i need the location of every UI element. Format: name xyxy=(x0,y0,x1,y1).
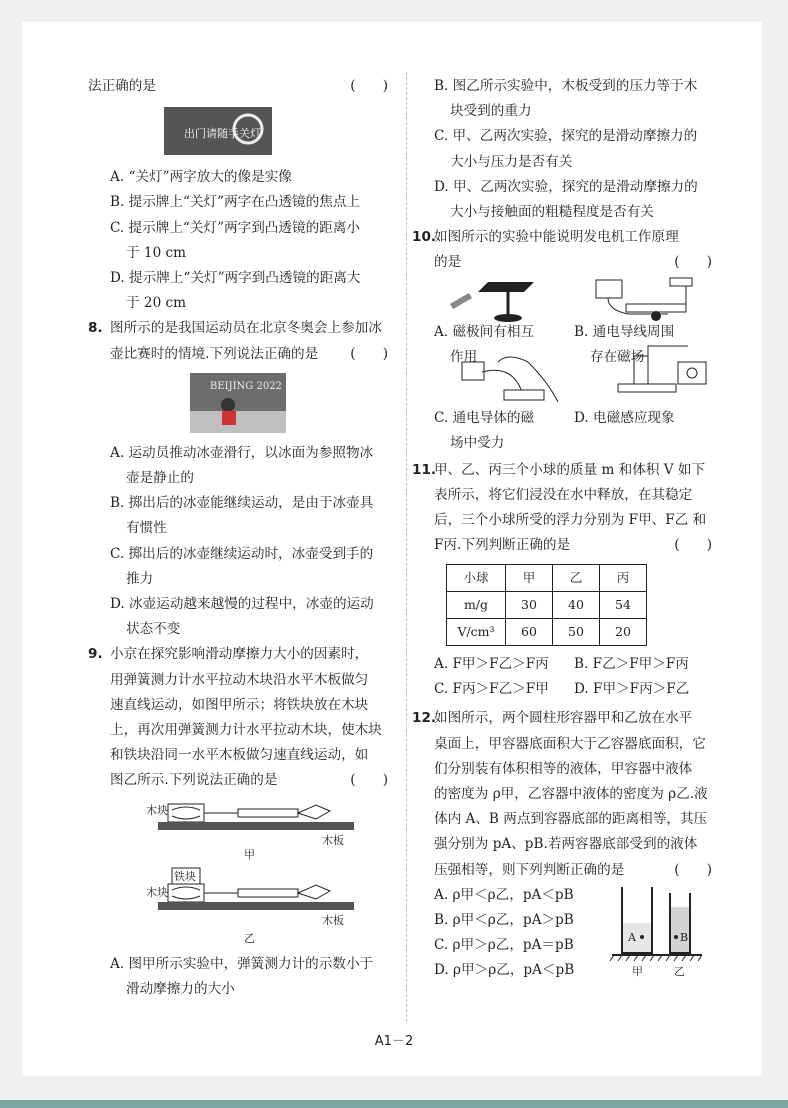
q12-option-a[interactable]: A. ρ甲＜ρ乙，pA＜pB xyxy=(434,886,574,903)
q10-option-a[interactable]: A. 磁极间有相互 xyxy=(434,323,535,340)
q10-stem-2: 的是 xyxy=(434,254,462,271)
q12-option-b[interactable]: B. ρ甲＜ρ乙，pA＞pB xyxy=(434,911,574,928)
table-cell: 30 xyxy=(506,592,553,619)
q8-number: 8. xyxy=(88,320,103,337)
q11-answer-paren: ( ) xyxy=(674,537,712,554)
q9-number: 9. xyxy=(88,646,103,663)
q9-option-c[interactable]: C. 甲、乙两次实验，探究的是滑动摩擦力的 xyxy=(434,128,698,145)
table-cell: 50 xyxy=(553,619,600,646)
q9-stem-5: 和铁块沿同一水平木板做匀速直线运动，如 xyxy=(110,747,369,764)
q11-option-b[interactable]: B. F乙＞F甲＞F丙 xyxy=(574,656,689,673)
exam-page xyxy=(22,22,762,1076)
q11-option-d[interactable]: D. F甲＞F丙＞F乙 xyxy=(574,681,690,698)
containers-figure xyxy=(608,883,708,983)
q9-option-d[interactable]: D. 甲、乙两次实验，探究的是滑动摩擦力的 xyxy=(434,178,698,195)
q9-option-b-cont: 块受到的重力 xyxy=(450,103,532,120)
q10-option-c[interactable]: C. 通电导体的磁 xyxy=(434,409,535,426)
board-yi xyxy=(158,902,354,910)
fig-jia-caption: 甲 xyxy=(244,847,255,861)
q10-number: 10. xyxy=(412,229,437,246)
q10-answer-paren: ( ) xyxy=(674,254,712,271)
fig-yi-caption: 乙 xyxy=(244,931,255,945)
q8-option-b[interactable]: B. 掷出后的冰壶能继续运动，是由于冰壶具 xyxy=(110,495,374,512)
q12-stem-3: 们分别装有体积相等的液体，甲容器中液体 xyxy=(434,760,693,777)
table-cell: V/cm³ xyxy=(447,619,506,646)
q8-option-a[interactable]: A. 运动员推动冰壶滑行，以冰面为参照物冰 xyxy=(110,444,374,461)
horseshoe-magnet-icon xyxy=(504,390,544,400)
friction-experiment-figure xyxy=(88,798,388,948)
table-cell: 乙 xyxy=(553,565,600,592)
q8-option-b-cont: 有惯性 xyxy=(126,520,167,537)
fig-yi-board-label: 木板 xyxy=(322,913,344,927)
bottom-bar xyxy=(0,1100,788,1108)
q12-stem-7: 压强相等，则下列判断正确的是 xyxy=(434,861,625,878)
table-cell: 54 xyxy=(600,592,647,619)
q11-option-a[interactable]: A. F甲＞F乙＞F丙 xyxy=(434,656,549,673)
q9-stem-2: 用弹簧测力计水平拉动木块沿水平木板做匀 xyxy=(110,671,369,688)
q9-option-d-cont: 大小与接触面的粗糙程度是否有关 xyxy=(450,204,654,221)
q7-option-d[interactable]: D. 提示牌上“关灯”两字到凸透镜的距离大 xyxy=(110,270,361,287)
table-cell: m/g xyxy=(447,592,506,619)
q9-option-c-cont: 大小与压力是否有关 xyxy=(450,153,573,170)
left-column xyxy=(88,74,388,1002)
q10-option-b[interactable]: B. 通电导线周围 xyxy=(574,323,675,340)
table-row xyxy=(447,619,647,646)
q9-stem-4: 上，再次用弹簧测力计水平拉动木块，使木块 xyxy=(110,722,382,739)
point-a-label: A xyxy=(628,930,636,944)
q12-option-d[interactable]: D. ρ甲＞ρ乙，pA＜pB xyxy=(434,961,575,978)
curling-photo-text: BEIJING 2022 xyxy=(210,380,282,392)
q11-stem-1: 甲、乙、丙三个小球的质量 m 和体积 V 如下 xyxy=(434,461,706,478)
q10-option-a-cont: 作用 xyxy=(450,348,478,365)
q9-answer-paren: ( ) xyxy=(350,772,388,789)
table-header-row xyxy=(447,565,647,592)
table-cell: 60 xyxy=(506,619,553,646)
spring-scale-yi xyxy=(238,889,298,897)
table-cell: 小球 xyxy=(447,565,506,592)
q11-data-table xyxy=(446,564,647,646)
q9-option-a-cont: 滑动摩擦力的大小 xyxy=(126,980,235,997)
q8-stem-1: 图所示的是我国运动员在北京冬奥会上参加冰 xyxy=(110,320,382,337)
wire-stand-icon xyxy=(626,304,686,312)
q9-option-b[interactable]: B. 图乙所示实验中，木板受到的压力等于木 xyxy=(434,78,698,94)
q7-answer-paren: ( ) xyxy=(350,78,388,94)
q10-option-d[interactable]: D. 电磁感应现象 xyxy=(574,409,675,426)
q12-option-c[interactable]: C. ρ甲＞ρ乙，pA＝pB xyxy=(434,936,574,953)
table-cell: 甲 xyxy=(506,565,553,592)
q9-stem-1: 小京在探究影响滑动摩擦力大小的因素时， xyxy=(110,646,369,663)
q7-option-c-cont: 于 10 cm xyxy=(126,244,187,261)
battery-icon xyxy=(596,280,622,298)
q11-number: 11. xyxy=(412,461,437,478)
q12-stem-2: 桌面上，甲容器底面积大于乙容器底面积，它 xyxy=(434,735,706,752)
fig-yi-block-label: 木块 xyxy=(146,885,168,899)
table-cell: 丙 xyxy=(600,565,647,592)
hand-jia xyxy=(298,805,330,819)
q8-answer-paren: ( ) xyxy=(350,345,388,362)
q7-tail: 法正确的是 xyxy=(88,78,156,94)
container-jia-label: 甲 xyxy=(632,964,643,978)
q11-stem-2: 表所示，将它们浸没在水中释放，在其稳定 xyxy=(434,486,693,503)
q9-option-a[interactable]: A. 图甲所示实验中，弹簧测力计的示数小于 xyxy=(110,955,374,972)
q11-options xyxy=(412,652,712,702)
hand-yi xyxy=(298,885,330,899)
q7-option-c[interactable]: C. 提示牌上“关灯”两字到凸透镜的距离小 xyxy=(110,219,360,236)
magnifier-sign-figure xyxy=(88,103,388,161)
fig-yi-iron-label: 铁块 xyxy=(174,869,196,883)
q12-stem-6: 强分别为 pA、pB.若两容器底部受到的液体 xyxy=(434,836,698,853)
point-b-label: B xyxy=(680,930,689,944)
q12-stem-5: 体内 A、B 两点到容器底部的距离相等，其压 xyxy=(434,811,708,828)
q12-stem-4: 的密度为 ρ甲，乙容器中液体的密度为 ρ乙.液 xyxy=(434,786,708,803)
q12-stem-1: 如图所示，两个圆柱形容器甲和乙放在水平 xyxy=(434,710,693,727)
q12-number: 12. xyxy=(412,710,437,727)
q11-stem-4: F丙.下列判断正确的是 xyxy=(434,537,571,554)
q12-block xyxy=(412,883,712,983)
fig-jia-board-label: 木板 xyxy=(322,833,344,847)
magnet-d-icon xyxy=(618,384,676,392)
page-number: A1－2 xyxy=(374,1034,414,1049)
table-cell: 40 xyxy=(553,592,600,619)
column-divider xyxy=(406,72,407,1022)
q7-option-d-cont: 于 20 cm xyxy=(126,295,187,312)
q11-stem-3: 后，三个小球所受的浮力分别为 F甲、F乙 和 xyxy=(434,512,707,529)
q8-option-d[interactable]: D. 冰壶运动越来越慢的过程中，冰壶的运动 xyxy=(110,596,374,613)
q9-stem-6: 图乙所示.下列说法正确的是 xyxy=(110,772,278,789)
curling-photo xyxy=(88,371,388,437)
q10-stem-1: 如图所示的实验中能说明发电机工作原理 xyxy=(434,229,679,246)
table-cell: 20 xyxy=(600,619,647,646)
q10-option-c-cont: 场中受力 xyxy=(450,434,505,451)
q7-option-a[interactable]: A. “关灯”两字放大的像是实像 xyxy=(110,169,292,186)
magnetic-needle-icon xyxy=(478,282,534,292)
bar-magnet-icon xyxy=(450,293,472,309)
q10-figures xyxy=(412,276,712,452)
sign-text: 出门请随手关灯 xyxy=(184,127,261,141)
spring-scale-jia xyxy=(238,809,298,817)
q8-option-c[interactable]: C. 掷出后的冰壶继续运动时，冰壶受到手的 xyxy=(110,545,374,562)
container-yi-label: 乙 xyxy=(674,964,685,978)
q8-option-a-cont: 壶是静止的 xyxy=(126,470,194,487)
q8-option-d-cont: 状态不变 xyxy=(126,621,181,638)
q10-option-b-cont: 存在磁场 xyxy=(590,348,645,365)
right-column xyxy=(412,74,712,983)
table-row xyxy=(447,592,647,619)
q12-answer-paren: ( ) xyxy=(674,861,712,878)
q11-option-c[interactable]: C. F丙＞F乙＞F甲 xyxy=(434,681,549,698)
fig-jia-block-label: 木块 xyxy=(146,803,168,817)
q8-stem-2: 壶比赛时的情境.下列说法正确的是 xyxy=(110,345,319,362)
board-jia xyxy=(158,822,354,830)
q9-stem-3: 速直线运动，如图甲所示；将铁块放在木块 xyxy=(110,696,369,713)
q7-option-b[interactable]: B. 提示牌上“关灯”两字在凸透镜的焦点上 xyxy=(110,194,361,211)
q8-option-c-cont: 推力 xyxy=(126,570,154,587)
